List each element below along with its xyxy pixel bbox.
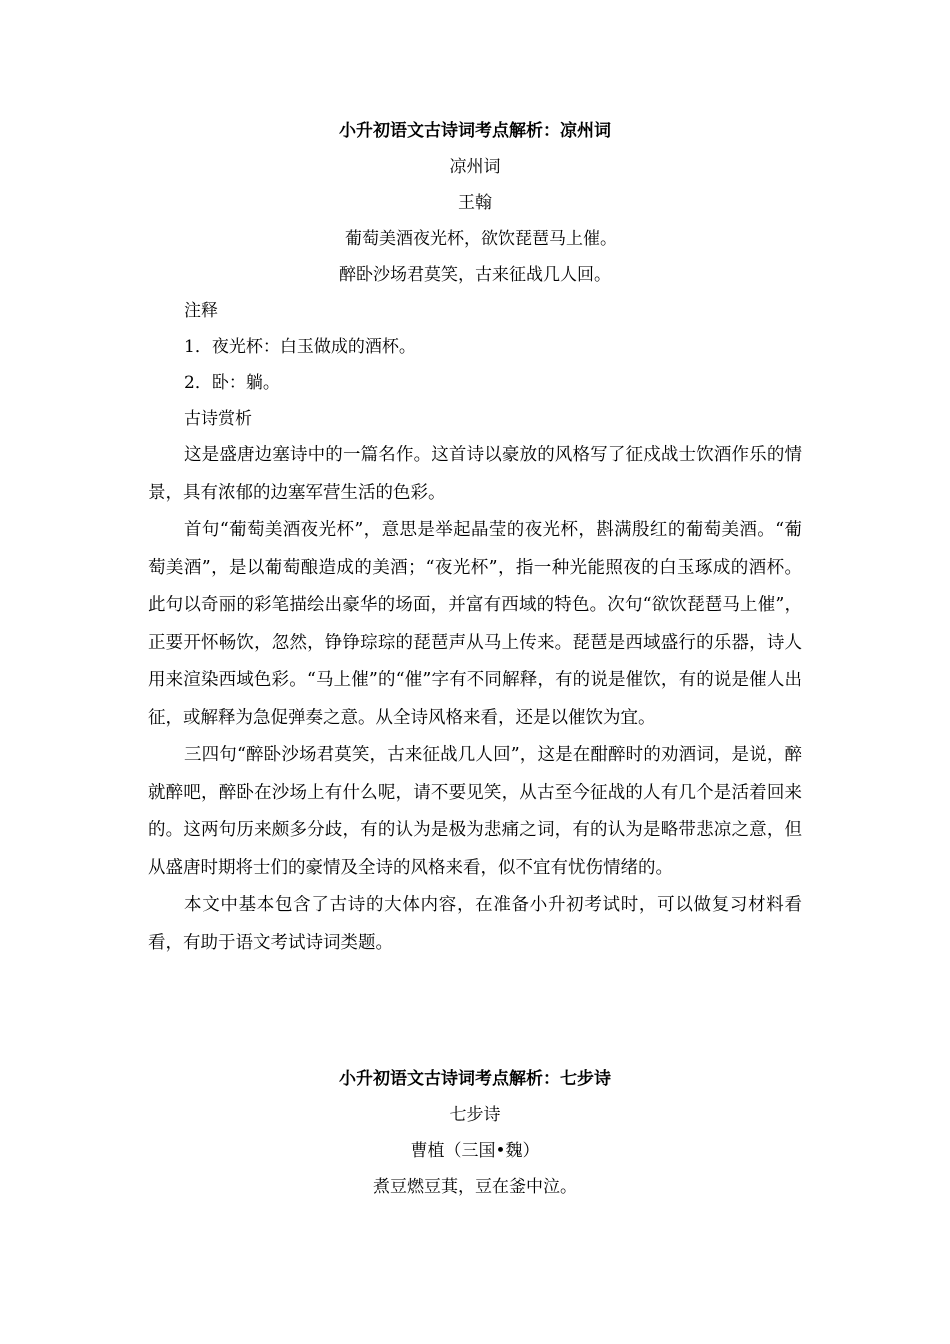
section-title: 小升初语文古诗词考点解析：七步诗 <box>339 1069 611 1089</box>
paragraph: 三四句“醉卧沙场君莫笑，古来征战几人回”，这是在酣醉时的劝酒词，是说，醉就醉吧，醉卧在沙场上有什么呢，请不要见笑，从古至今征战的人有几个是活着回来的。这两句历来颇多分歧，有的认为是极为悲痛之词，有的认为是略带悲凉之意，但从盛唐时期将士们的豪情及全诗的风格来看，似不宜有忧伤情绪的。 <box>148 745 802 878</box>
section-liangzhouci <box>0 115 950 962</box>
note-item: 1．夜光杯：白玉做成的酒杯。 <box>184 337 416 357</box>
paragraph: 首句“葡萄美酒夜光杯”，意思是举起晶莹的夜光杯，斟满殷红的葡萄美酒。“葡萄美酒”，是以葡萄酿造成的美酒；“夜光杯”，指一种光能照夜的白玉琢成的酒杯。此句以奇丽的彩笔描绘出豪华的场面，并富有西域的特色。次句“欲饮琵琶马上催”，正要开怀畅饮，忽然，铮铮琮琮的琵琶声从马上传来。琵琶是西域盛行的乐器，诗人用来渲染西域色彩。“马上催”的“催”字有不同解释，有的说是催饮，有的说是催人出征，或解释为急促弹奏之意。从全诗风格来看，还是以催饮为宜。 <box>148 520 802 728</box>
poem-author: 曹植（三国•魏） <box>410 1141 540 1161</box>
poem-title: 凉州词 <box>449 157 501 177</box>
paragraph: 这是盛唐边塞诗中的一篇名作。这首诗以豪放的风格写了征戍战士饮酒作乐的情景，具有浓郁的边塞军营生活的色彩。 <box>148 445 802 503</box>
section-title: 小升初语文古诗词考点解析：凉州词 <box>339 121 611 141</box>
poem-line: 醉卧沙场君莫笑，古来征战几人回。 <box>339 265 611 285</box>
paragraph: 本文中基本包含了古诗的大体内容，在准备小升初考试时，可以做复习材料看看，有助于语文考试诗词类题。 <box>148 895 802 953</box>
poem-line: 葡萄美酒夜光杯，欲饮琵琶马上催。 <box>345 229 617 249</box>
note-item: 2．卧：躺。 <box>184 373 280 393</box>
poem-line: 煮豆燃豆萁，豆在釜中泣。 <box>373 1177 577 1197</box>
section-qibushi <box>0 1063 950 1205</box>
notes-heading: 注释 <box>184 301 218 321</box>
poem-author: 王翰 <box>458 193 492 213</box>
section-body <box>148 293 802 962</box>
appreciation-heading: 古诗赏析 <box>184 409 252 429</box>
poem-title: 七步诗 <box>449 1105 501 1125</box>
